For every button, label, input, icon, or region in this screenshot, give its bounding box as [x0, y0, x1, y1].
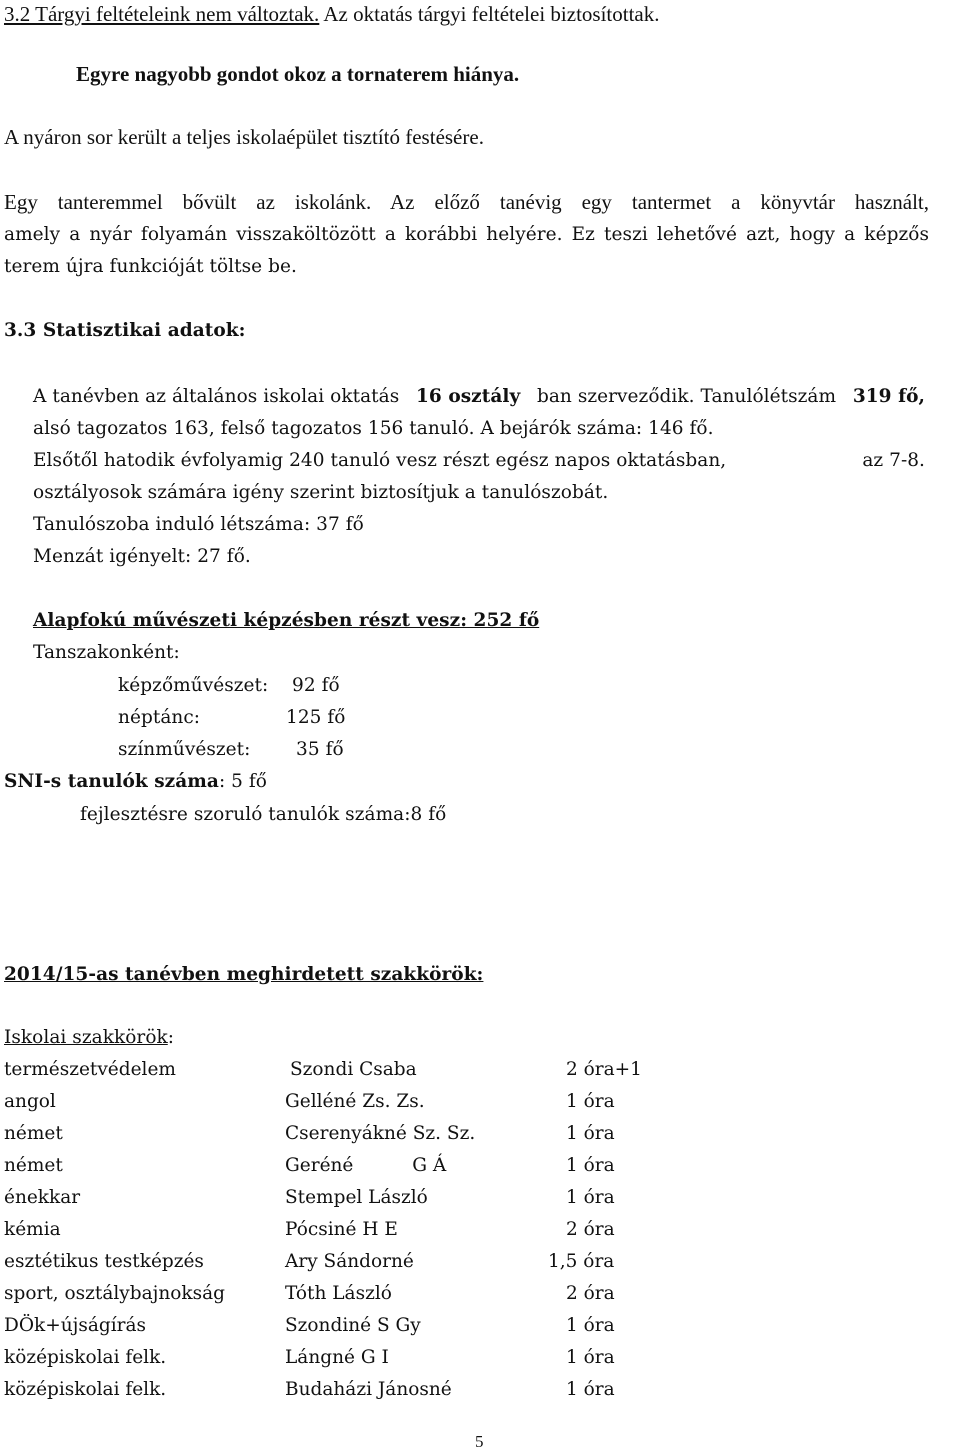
gym-sentence: Egyre nagyobb gondot okoz a tornaterem hiánya.	[76, 62, 520, 86]
stats-line-6: Menzát igényelt: 27 fő.	[33, 546, 251, 567]
section-3-2-title-rest: Az oktatás tárgyi feltételei biztosítottak.	[319, 2, 660, 26]
section-3-2-title	[4, 4, 659, 25]
club-name: természetvédelem	[4, 1059, 176, 1080]
school-clubs-heading	[4, 1029, 174, 1048]
club-name: német	[4, 1123, 63, 1144]
club-hours: 1 óra	[566, 1155, 615, 1176]
club-hours: 1 óra	[566, 1315, 615, 1336]
club-name: esztétikus testképzés	[4, 1251, 204, 1272]
club-name: középiskolai felk.	[4, 1379, 167, 1400]
club-hours: 1 óra	[566, 1379, 615, 1400]
art-school-title: Alapfokú művészeti képzésben részt vesz: 252 fő	[33, 610, 540, 631]
club-teacher: Gelléné Zs. Zs.	[285, 1091, 425, 1112]
club-name: DÖk+újságírás	[4, 1315, 147, 1336]
stats-total-students: 319 fő,	[852, 386, 925, 407]
club-hours: 1 óra	[566, 1123, 615, 1144]
section-3-3-title: 3.3 Statisztikai adatok:	[4, 320, 246, 341]
art-dept-3-name: színművészet:	[118, 739, 251, 760]
section-3-2-title-underlined: 3.2 Tárgyi feltételeink nem változtak.	[4, 2, 320, 26]
club-name: kémia	[4, 1219, 61, 1240]
page-number: 5	[475, 1432, 484, 1451]
stats-line-4: osztályosok számára igény szerint biztosítjuk a tanulószobát.	[33, 482, 609, 503]
club-name: középiskolai felk.	[4, 1347, 167, 1368]
club-teacher: Szondiné S Gy	[285, 1315, 421, 1336]
club-teacher: Geréné G Á	[285, 1155, 447, 1176]
art-by-department-label: Tanszakonként:	[33, 642, 180, 663]
club-hours: 2 óra+1	[566, 1059, 642, 1080]
stats-line-1	[33, 388, 925, 407]
club-teacher: Pócsiné H E	[285, 1219, 398, 1240]
club-name: német	[4, 1155, 63, 1176]
school-clubs-label: Iskolai szakkörök	[4, 1027, 168, 1048]
club-teacher: Ary Sándorné	[285, 1251, 414, 1272]
stats-line-3	[33, 452, 925, 471]
club-teacher: Budaházi Jánosné	[285, 1379, 452, 1400]
stats-line-5: Tanulószoba induló létszáma: 37 fő	[33, 514, 364, 535]
club-name: angol	[4, 1091, 56, 1112]
art-dept-2-value: 125 fő	[286, 707, 346, 728]
club-hours: 1,5 óra	[548, 1251, 615, 1272]
stats-line-3-b: az 7-8.	[862, 450, 925, 471]
stats-line-1-c: ban szerveződik. Tanulólétszám	[536, 386, 837, 407]
classroom-paragraph-line-1: Egy tanteremmel bővült az iskolánk. Az előző tanévig egy tantermet a könyvtár használt,	[4, 190, 929, 214]
club-hours: 2 óra	[566, 1219, 615, 1240]
sni-value: : 5 fő	[218, 771, 267, 792]
club-name: énekkar	[4, 1187, 81, 1208]
stats-line-1-a: A tanévben az általános iskolai oktatás	[33, 386, 400, 407]
club-teacher: Tóth László	[285, 1283, 392, 1304]
classroom-paragraph-line-2: amely a nyár folyamán visszaköltözött a korábbi helyére. Ez teszi lehetővé azt, hogy a képzős	[4, 224, 929, 245]
club-teacher: Stempel László	[285, 1187, 428, 1208]
club-teacher: Cserenyákné Sz. Sz.	[285, 1123, 476, 1144]
club-hours: 1 óra	[566, 1091, 615, 1112]
sni-label: SNI-s tanulók száma	[4, 771, 219, 792]
sni-students	[4, 773, 267, 792]
art-dept-1-name: képzőművészet:	[118, 675, 269, 696]
classroom-paragraph-line-3: terem újra funkcióját töltse be.	[4, 256, 297, 277]
school-clubs-colon: :	[167, 1027, 175, 1048]
club-hours: 2 óra	[566, 1283, 615, 1304]
development-students: fejlesztésre szoruló tanulók száma:8 fő	[80, 804, 447, 825]
clubs-title: 2014/15-as tanévben meghirdetett szakkörök:	[4, 964, 484, 985]
art-dept-2-name: néptánc:	[118, 707, 201, 728]
art-dept-3-value: 35 fő	[296, 739, 344, 760]
club-hours: 1 óra	[566, 1347, 615, 1368]
club-name: sport, osztálybajnokság	[4, 1283, 225, 1304]
painting-sentence: A nyáron sor került a teljes iskolaépület tisztító festésére.	[4, 125, 484, 149]
stats-classes-count: 16 osztály	[415, 386, 521, 407]
club-hours: 1 óra	[566, 1187, 615, 1208]
club-teacher: Szondi Csaba	[290, 1059, 417, 1080]
stats-line-2: alsó tagozatos 163, felső tagozatos 156 tanuló. A bejárók száma: 146 fő.	[33, 418, 714, 439]
art-dept-1-value: 92 fő	[292, 675, 340, 696]
club-teacher: Lángné G I	[285, 1347, 389, 1368]
stats-line-3-a: Elsőtől hatodik évfolyamig 240 tanuló vesz részt egész napos oktatásban,	[33, 450, 727, 471]
